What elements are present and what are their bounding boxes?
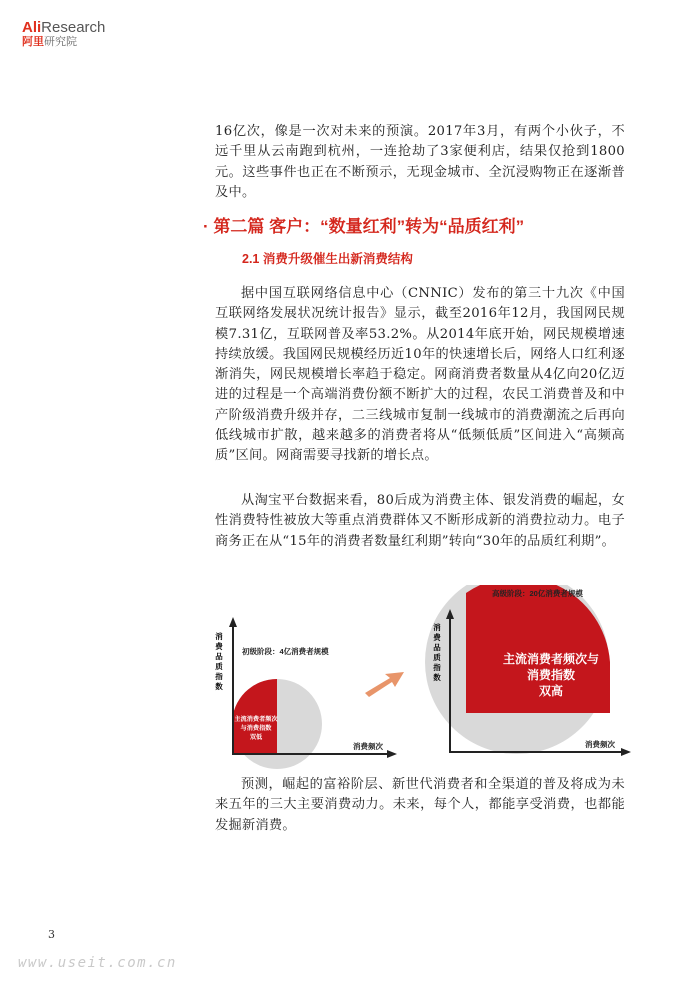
logo-cn-suffix: 研究院 <box>44 36 77 48</box>
right-y-label-6: 数 <box>433 673 441 682</box>
left-y-label-6: 数 <box>215 682 223 691</box>
left-y-label-1: 消 <box>215 632 223 641</box>
subsection-heading: 2.1 消费升级催生出新消费结构 <box>242 252 413 266</box>
paragraph-4: 预测，崛起的富裕阶层、新世代消费者和全渠道的普及将成为未来五年的三大主要消费动力。未来，每个人，都能享受消费，也都能发掘新消费。 <box>215 777 625 833</box>
left-inner-line-3: 双低 <box>249 734 263 741</box>
transition-arrow-icon <box>365 672 404 697</box>
right-y-label-5: 指 <box>433 663 441 672</box>
left-stage-label: 初级阶段：4亿消费者规模 <box>242 647 329 656</box>
logo-cn-brand: 阿里 <box>22 36 44 48</box>
left-y-label-3: 品 <box>215 652 223 661</box>
paragraph-3: 从淘宝平台数据来看，80后成为消费主体、银发消费的崛起，女性消费特性被放大等重点消费群体又不断形成新的消费拉动力。电子商务正在从“15年的消费者数量红利期”转向“30年的品质红利期”。 <box>215 493 625 549</box>
right-inner-line-1: 主流消费者频次与 <box>502 652 600 666</box>
watermark: www.useit.com.cn <box>18 955 177 971</box>
page-number: 3 <box>48 928 55 941</box>
left-y-label-2: 费 <box>215 642 223 651</box>
right-inner-line-3: 双高 <box>538 684 564 698</box>
right-y-label-2: 费 <box>433 633 441 642</box>
left-y-label-5: 指 <box>215 672 223 681</box>
logo-english <box>22 20 105 36</box>
right-stage-label: 高级阶段：20亿消费者规模 <box>492 589 583 598</box>
right-inner-line-2: 消费指数 <box>526 668 576 682</box>
logo-research-text: Research <box>41 19 106 36</box>
left-x-arrow <box>387 750 397 758</box>
paragraph-2: 据中国互联网络信息中心（CNNIC）发布的第三十九次《中国互联网络发展状况统计报告》显示，截至2016年12月，我国网民规模7.31亿，互联网普及率53.2%。从2014年底开始，网民规模增速持续放缓。我国网民规模经历近10年的快速增长后，网络人口红利逐渐消失，网民规模增长率趋于稳定。网商消费者数量从4亿向20亿迈进的过程是一个高端消费份额不断扩大的过程，农民工消费普及和中产阶级消费升级并存，二三线城市复制一线城市的消费潮流之后再向低线城市扩散，越来越多的消费者将从“低频低质”区间进入“高频高质”区间。网商需要寻找新的增长点。 <box>215 286 625 464</box>
consumption-structure-diagram <box>205 585 635 770</box>
left-x-label: 消费频次 <box>353 742 383 751</box>
paragraph-1: 16亿次，像是一次对未来的预演。2017年3月，有两个小伙子，不远千里从云南跑到杭州，一连抢劫了3家便利店，结果仅抢到1800元。这些事件也正在不断预示，无现金城市、全沉浸购物正在逐渐普及中。 <box>215 124 625 200</box>
right-x-label: 消费频次 <box>585 740 615 749</box>
right-y-label-3: 品 <box>433 643 441 652</box>
left-y-label-4: 质 <box>215 662 223 671</box>
right-y-label-1: 消 <box>433 623 441 632</box>
logo-chinese <box>22 36 105 48</box>
left-inner-line-2: 与消费指数 <box>240 725 272 732</box>
logo-ali-text: Ali <box>22 19 42 36</box>
right-panel <box>425 585 631 756</box>
section-heading: · 第二篇 客户：“数量红利”转为“品质红利” <box>203 217 525 236</box>
right-y-label-4: 质 <box>433 653 441 662</box>
left-inner-line-1: 主流消费者频次 <box>234 716 278 723</box>
right-x-arrow <box>621 748 631 756</box>
alirsearch-logo <box>22 20 105 48</box>
